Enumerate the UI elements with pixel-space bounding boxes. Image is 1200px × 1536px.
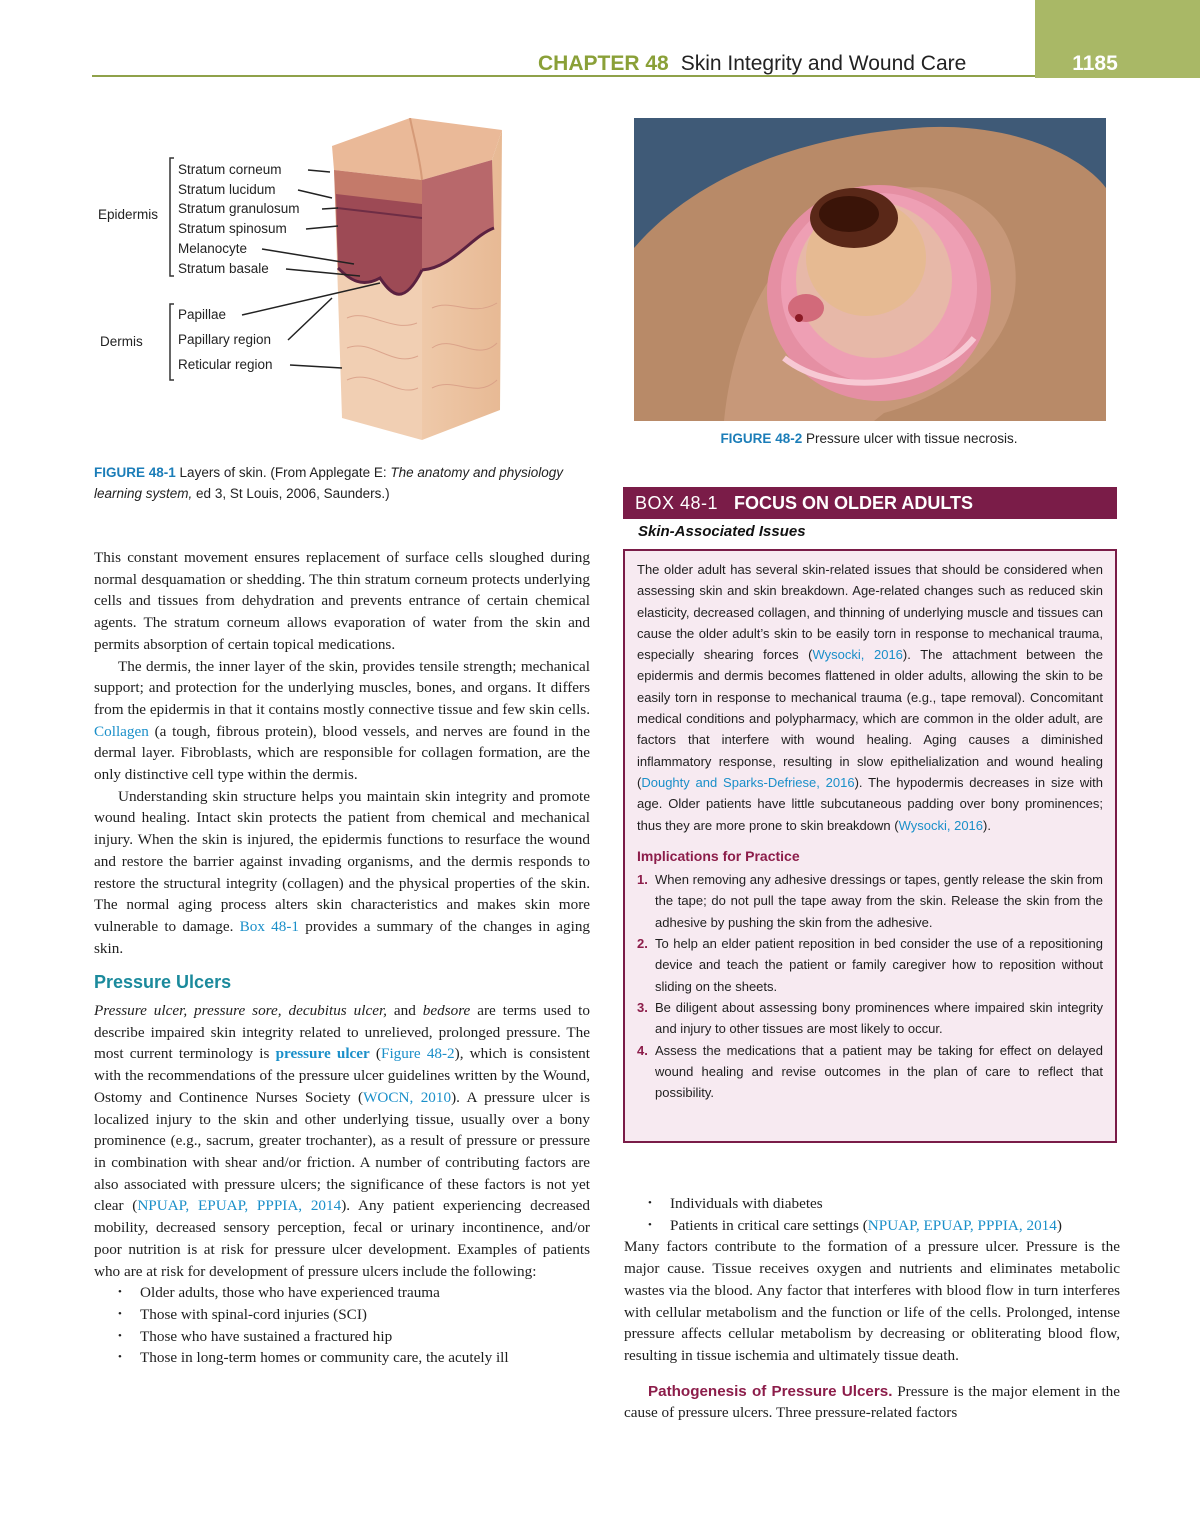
caption-text: Pressure ulcer with tissue necrosis. (805, 431, 1018, 446)
label-stratum-lucidum: Stratum lucidum (178, 182, 276, 197)
figure-48-2-link[interactable]: Figure 48-2 (381, 1045, 455, 1063)
paragraph: Many factors contribute to the formation of a pressure ulcer. Pressure is the major cause. Tissue receives oxygen and nutrients and eliminates metabolic wastes via the blood. Any factor that interferes with blood flow in turn interferes with cellular metabolism and the function or life of the cells. Prolonged, intense pressure affects cellular metabolism by decreasing or obliterating blood flow, resulting in tissue ischemia and ultimately tissue death. (624, 1238, 1120, 1364)
paragraph: Understanding skin structure helps you maintain skin integrity and promote wound healing. Intact skin protects the patient from chemical and mechanical injury. When the skin is injured, the epidermis functions to resurface the wound and restore the barrier against invading organisms, and the dermis responds to restore the structural integrity (collagen) and the physical properties of the skin. The normal aging process alters skin characteristics and makes skin more vulnerable to damage. Box 48-1 provides a summary of the changes in aging skin. (94, 787, 591, 957)
paragraph: The dermis, the inner layer of the skin, provides tensile strength; mechanical support; and protection for the underlying muscles, bones, and organs. It differs from the epidermis in that it contains mostly connective tissue and few skin cells. Collagen (a tough, fibrous protein), blood vessels, and nerves are found in the dermal layer. Fibroblasts, which are responsible for collagen formation, are the only distinctive cell type within the dermis. (94, 657, 590, 784)
left-column-text (94, 547, 590, 1369)
label-melanocyte: Melanocyte (178, 241, 248, 256)
npuap-citation-link[interactable]: NPUAP, EPUAP, PPPIA, 2014 (137, 1197, 342, 1215)
figure-48-2-label: FIGURE 48-2 (720, 431, 803, 446)
running-header (538, 52, 966, 76)
paragraph: Pressure ulcer, pressure sore, decubitus ulcer, and bedsore are terms used to describe impaired skin integrity related to unrelieved, prolonged pressure. The most current terminology is pressure ulcer (Figure 48-2), which is consistent with the recommendations of the pressure ulcer guidelines written by the Wound, Ostomy and Continence Nurses Society (WOCN, 2010). A pressure ulcer is localized injury to the skin and other underlying tissue, usually over a bony prominence (e.g., sacrum, greater trochanter), as a result of pressure or pressure in combination with shear and/or friction. A number of contributing factors are also associated with pressure ulcers; the significance of these factors is not yet clear (NPUAP, EPUAP, PPPIA, 2014). Any patient experiencing decreased mobility, decreased sensory perception, fecal or urinary incontinence, and/or poor nutrition is at risk for pressure ulcer development. Examples of patients who are at risk for development of pressure ulcers include the following: (94, 1002, 591, 1280)
list-item: 1. When removing any adhesive dressings or tapes, gently release the skin from the tape; do not pull the tape away from the skin. Release the skin from the adhesive by pushing the skin from the adhesive. (637, 872, 1103, 930)
label-papillae: Papillae (178, 307, 227, 322)
dermis-label: Dermis (100, 334, 143, 349)
caption-source: ed 3, St Louis, 2006, Saunders.) (192, 486, 390, 501)
skin-layers-illustration (92, 118, 592, 468)
list-item: • Older adults, those who have experienced trauma (94, 1282, 590, 1304)
right-column-text (624, 1193, 1120, 1424)
label-stratum-corneum: Stratum corneum (178, 162, 282, 177)
box-title: FOCUS ON OLDER ADULTS (734, 493, 974, 513)
label-reticular-region: Reticular region (178, 357, 273, 372)
chapter-title: Skin Integrity and Wound Care (680, 52, 967, 75)
list-item: • Patients in critical care settings (NPUAP, EPUAP, PPPIA, 2014) (624, 1215, 1120, 1237)
list-item: 4. Assess the medications that a patient may be taking for effect on delayed wound healing and revise outcomes in the plan of care to reflect that possibility. (637, 1042, 1103, 1101)
chapter-label: CHAPTER 48 (538, 52, 669, 75)
epidermis-bracket (170, 158, 174, 276)
implications-heading: Implications for Practice (637, 847, 800, 864)
section-heading: Pressure Ulcers (94, 972, 232, 993)
box-subtitle: Skin-Associated Issues (638, 523, 806, 540)
list-item: 2. To help an elder patient reposition in bed consider the use of a repositioning device and teach the patient or family caregiver how to reposition without sliding on the sheets. (637, 936, 1103, 994)
figure-48-1-label: FIGURE 48-1 (94, 465, 176, 480)
implications-list (637, 869, 1103, 1103)
box-48-1-header (623, 487, 1117, 519)
pressure-ulcer-term-link[interactable]: pressure ulcer (275, 1045, 370, 1063)
risk-list (94, 1282, 590, 1369)
npuap-citation-link[interactable]: NPUAP, EPUAP, PPPIA, 2014 (867, 1216, 1057, 1234)
dermis-bracket (170, 304, 174, 380)
risk-list-continued (624, 1193, 1120, 1236)
woc-citation-link[interactable]: WOCN, 2010 (363, 1088, 452, 1106)
label-stratum-basale: Stratum basale (178, 261, 269, 276)
page-number: 1185 (1072, 52, 1118, 75)
box-48-1-link[interactable]: Box 48-1 (239, 917, 299, 935)
paragraph: Pathogenesis of Pressure Ulcers. Pressure is the major element in the cause of pressure ulcers. Three pressure-related factors (624, 1382, 1120, 1422)
wysocki-citation-link[interactable]: Wysocki, 2016 (812, 647, 903, 663)
box-48-1-body (623, 549, 1117, 1143)
label-stratum-granulosum: Stratum granulosum (178, 201, 300, 216)
paragraph: This constant movement ensures replacement of surface cells sloughed during normal desquamation or shedding. The thin stratum corneum protects underlying cells and tissues from dehydration and prevents entrance of certain chemical agents. The stratum corneum allows evaporation of water from the skin and permits absorption of certain topical medications. (94, 549, 590, 653)
caption-book-title: The anatomy and physiology learning system, (94, 465, 564, 501)
caption-text: Layers of skin. (From Applegate E: (179, 465, 391, 480)
list-item: • Those in long-term homes or community care, the acutely ill (94, 1347, 590, 1369)
list-item: • Those who have sustained a fractured hip (94, 1326, 590, 1348)
list-item: • Those with spinal-cord injuries (SCI) (94, 1304, 590, 1326)
list-item: 3. Be diligent about assessing bony prominences where impaired skin integrity and injury to other tissues are most likely to occur. (637, 999, 1103, 1037)
figure-48-2-caption (634, 428, 1104, 449)
label-stratum-spinosum: Stratum spinosum (178, 221, 287, 236)
figure-48-1-caption (94, 462, 590, 504)
collagen-link[interactable]: Collagen (94, 722, 149, 740)
doughty-citation-link[interactable]: Doughty and Sparks-Defriese, 2016 (641, 774, 855, 790)
label-papillary-region: Papillary region (178, 332, 272, 347)
epidermis-label: Epidermis (98, 207, 159, 222)
box-paragraph: The older adult has several skin-related issues that should be considered when assessing skin and skin breakdown. Age-related changes such as reduced skin elasticity, decreased collagen, and thinning of underlying muscle and tissues can cause the older adult’s skin to be easily torn in response to mechanical trauma, especially shearing forces (Wysocki, 2016). The attachment between the epidermis and dermis becomes flattened in older adults, allowing the skin to be easily torn in response to mechanical trauma (e.g., tape removal). Concomitant medical conditions and polypharmacy, which are common in the older adult, are factors that interfere with wound healing. Aging causes a diminished inflammatory response, resulting in slow epithelialization and wound healing (Doughty and Sparks-Defriese, 2016). The hypodermis decreases in size with age. Older patients have little subcutaneous padding over bony prominences; thus they are more prone to skin breakdown (Wysocki, 2016). (637, 562, 1103, 833)
list-item: • Individuals with diabetes (624, 1193, 1120, 1215)
run-in-heading: Pathogenesis of Pressure Ulcers. (648, 1382, 893, 1400)
box-number: BOX 48-1 (635, 493, 719, 513)
pressure-ulcer-photo (634, 118, 1106, 421)
wysocki-citation-link[interactable]: Wysocki, 2016 (898, 817, 984, 833)
